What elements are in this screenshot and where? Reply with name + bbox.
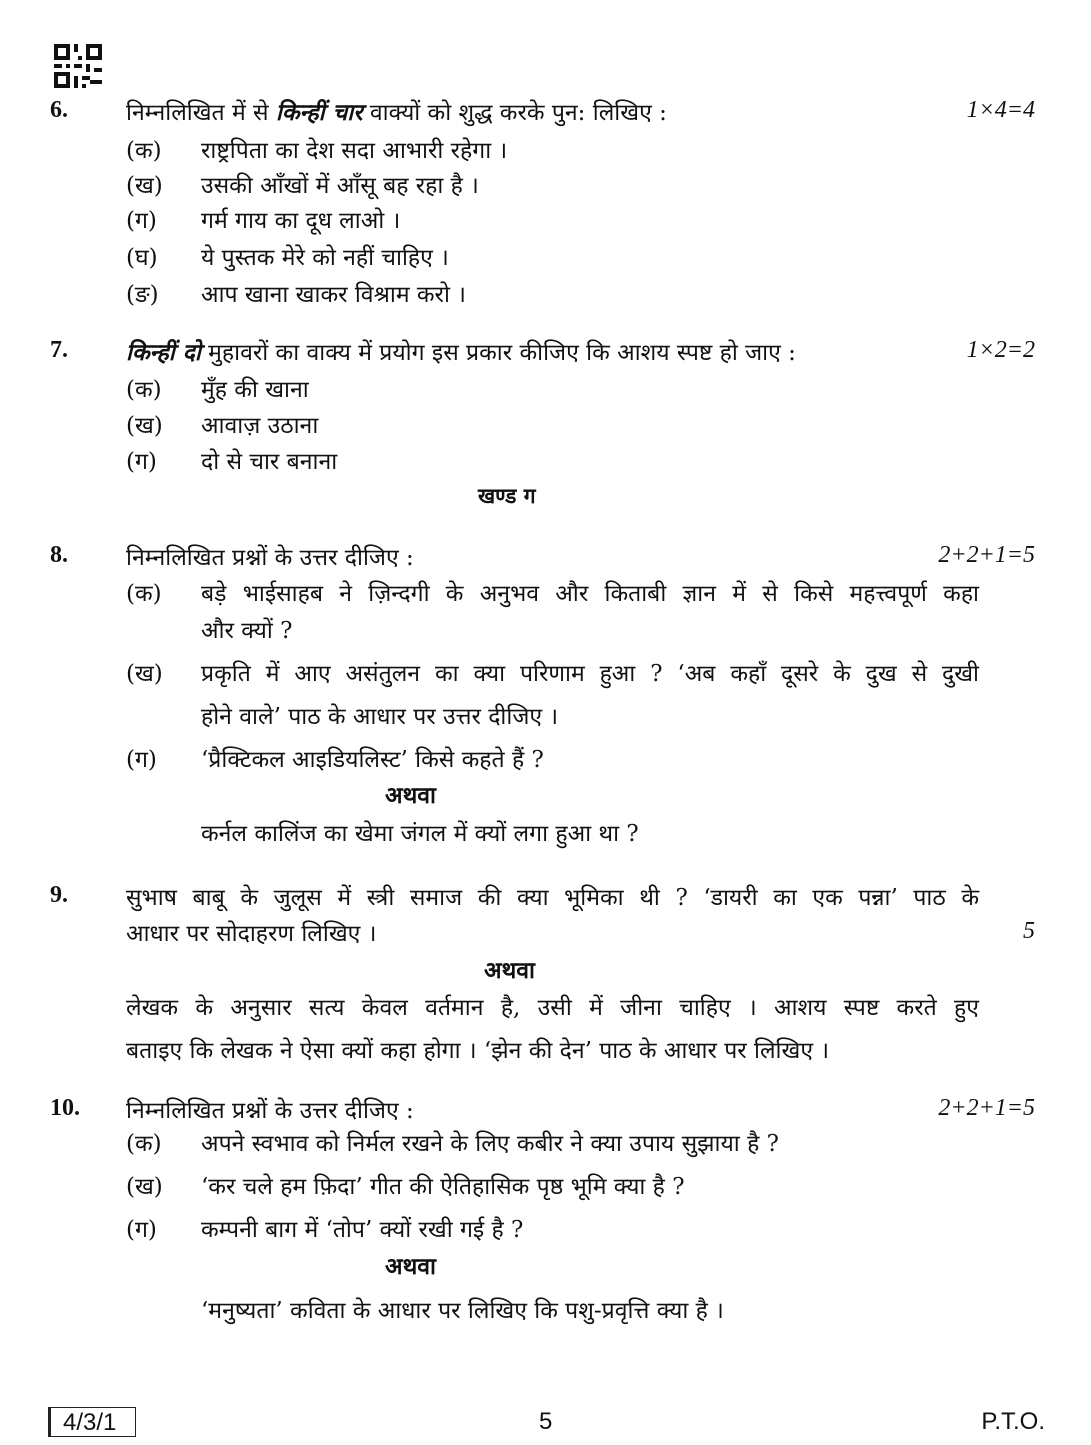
or-text: कर्नल कालिंज का खेमा जंगल में क्यों लगा हुआ था ? [201, 821, 639, 847]
item-label: (ग) [126, 208, 157, 234]
section-heading: खण्ड ग [478, 483, 536, 508]
item-text-continued: होने वाले’ पाठ के आधार पर उत्तर दीजिए । [201, 704, 559, 730]
item-label: (क) [126, 581, 162, 607]
question-text: निम्नलिखित प्रश्नों के उत्तर दीजिए : [126, 1098, 414, 1124]
question-number: 7. [50, 337, 68, 363]
or-text-continued: बताइए कि लेखक ने ऐसा क्यों कहा होगा । ‘झेन की देन’ पाठ के आधार पर लिखिए । [126, 1038, 830, 1064]
item-text: आवाज़ उठाना [201, 413, 319, 439]
item-text: ये पुस्तक मेरे को नहीं चाहिए । [201, 245, 449, 271]
item-text: दो से चार बनाना [201, 449, 338, 475]
question-text [126, 335, 796, 367]
item-text-continued: और क्यों ? [201, 618, 293, 644]
or-label: अथवा [385, 1253, 437, 1280]
question-number: 8. [50, 542, 68, 568]
or-label: अथवा [484, 957, 536, 984]
item-label: (ग) [126, 747, 157, 773]
item-text: कम्पनी बाग में ‘तोप’ क्यों रखी गई है ? [201, 1217, 524, 1243]
item-text: अपने स्वभाव को निर्मल रखने के लिए कबीर ने क्या उपाय सुझाया है ? [201, 1131, 779, 1157]
item-text: आप खाना खाकर विश्राम करो । [201, 282, 466, 308]
item-label: (ग) [126, 449, 157, 475]
item-label: (ख) [126, 661, 163, 687]
item-label: (ग) [126, 1217, 157, 1243]
question-number: 6. [50, 97, 68, 123]
item-text: प्रकृति में आए असंतुलन का क्या परिणाम हुआ ? ‘अब कहाँ दूसरे के दुख से दुखी [201, 661, 979, 687]
q7-emphasis: किन्हीं दो [126, 339, 201, 366]
question-number: 9. [50, 882, 68, 908]
q6-text-post: वाक्यों को शुद्ध करके पुन: लिखिए : [369, 100, 667, 126]
item-text: ‘प्रैक्टिकल आइडियलिस्ट’ किसे कहते हैं ? [201, 747, 544, 773]
item-text: मुँह की खाना [201, 377, 309, 403]
qr-code-icon [54, 44, 102, 88]
or-label: अथवा [385, 782, 437, 809]
page-number: 5 [539, 1408, 553, 1435]
item-text: ‘कर चले हम फ़िदा’ गीत की ऐतिहासिक पृष्ठ भूमि क्या है ? [201, 1174, 685, 1200]
paper-code-box [48, 1407, 136, 1437]
item-text: उसकी आँखों में आँसू बह रहा है । [201, 173, 479, 199]
marks: 5 [1023, 918, 1035, 944]
question-text [126, 95, 667, 127]
marks: 1×2=2 [966, 337, 1035, 363]
item-label: (क) [126, 138, 162, 164]
pto-label: P.T.O. [981, 1408, 1045, 1435]
item-label: (ङ) [126, 282, 159, 308]
or-text: ‘मनुष्यता’ कविता के आधार पर लिखिए कि पशु-प्रवृत्ति क्या है । [201, 1298, 724, 1324]
q7-text-post: मुहावरों का वाक्य में प्रयोग इस प्रकार कीजिए कि आशय स्पष्ट हो जाए : [208, 340, 796, 366]
item-label: (क) [126, 1131, 162, 1157]
item-text: बड़े भाईसाहब ने ज़िन्दगी के अनुभव और किताबी ज्ञान में से किसे महत्त्वपूर्ण कहा [201, 581, 979, 607]
item-label: (ख) [126, 1174, 163, 1200]
marks: 2+2+1=5 [938, 542, 1035, 568]
marks: 2+2+1=5 [938, 1095, 1035, 1121]
question-number: 10. [50, 1095, 80, 1121]
q6-text-pre: निम्नलिखित में से [126, 100, 269, 126]
question-text-continued: आधार पर सोदाहरण लिखिए । [126, 921, 377, 947]
item-label: (घ) [126, 245, 158, 271]
item-text: गर्म गाय का दूध लाओ । [201, 208, 401, 234]
paper-code: 4/3/1 [63, 1409, 117, 1436]
question-text: निम्नलिखित प्रश्नों के उत्तर दीजिए : [126, 545, 414, 571]
item-text: राष्ट्रपिता का देश सदा आभारी रहेगा । [201, 138, 508, 164]
or-text: लेखक के अनुसार सत्य केवल वर्तमान है, उसी में जीना चाहिए । आशय स्पष्ट करते हुए [126, 995, 979, 1021]
question-text: सुभाष बाबू के जुलूस में स्त्री समाज की क्या भूमिका थी ? ‘डायरी का एक पन्ना’ पाठ के [126, 885, 979, 911]
item-label: (क) [126, 377, 162, 403]
q6-emphasis: किन्हीं चार [275, 99, 363, 126]
item-label: (ख) [126, 173, 163, 199]
item-label: (ख) [126, 413, 163, 439]
marks: 1×4=4 [966, 97, 1035, 123]
